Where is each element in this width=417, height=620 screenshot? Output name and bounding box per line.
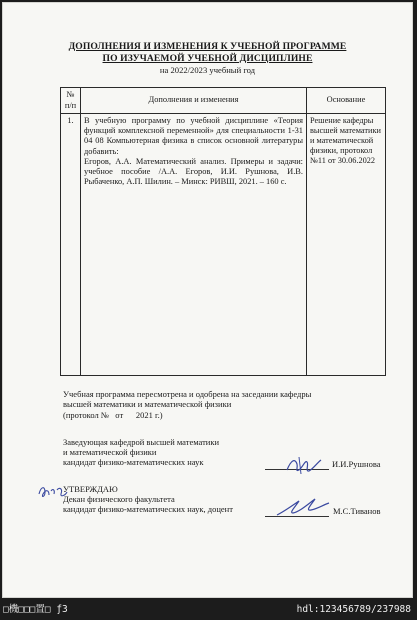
approval-block <box>63 484 233 515</box>
head-line-3: кандидат физико-математических наук <box>63 457 204 468</box>
dean-name: М.С.Тиванов <box>333 506 381 516</box>
handwritten-signature-head <box>283 454 323 476</box>
academic-year: на 2022/2023 учебный год <box>159 65 256 75</box>
title-line-1: ДОПОЛНЕНИЯ И ИЗМЕНЕНИЯ К УЧЕБНОЙ ПРОГРАММЕ <box>68 41 347 52</box>
row-num: 1. <box>61 114 81 376</box>
approve-label: УТВЕРЖДАЮ <box>63 484 118 494</box>
signature-line-dean <box>265 516 329 517</box>
header-basis: Основание <box>307 88 386 114</box>
head-line-1: Заведующая кафедрой высшей математики <box>63 437 220 447</box>
viewer-status-bar <box>0 600 417 620</box>
table-header-row <box>61 88 386 114</box>
header-num: № п/п <box>61 88 81 114</box>
changes-table <box>60 87 386 376</box>
document-title <box>3 41 412 64</box>
review-line-1: Учебная программа пересмотрена и одобрена на заседании кафедры <box>63 389 312 399</box>
header-changes: Дополнения и изменения <box>81 88 307 114</box>
dean-line-1: Декан физического факультета <box>63 494 175 505</box>
table-row <box>61 114 386 376</box>
head-name: И.И.Рушнова <box>332 459 381 469</box>
row-basis: Решение кафедры высшей математики и математической физики, протокол №11 от 30.06.2022 <box>307 114 386 376</box>
change-paragraph-1: В учебную программу по учебной дисциплине «Теория функций комплексной переменной» для специальности 1-31 04 08 Компьютерная физика в список основной литературы добавить: <box>84 116 303 156</box>
handle-identifier: hdl:123456789/237988 <box>296 604 411 615</box>
head-of-department <box>63 437 219 468</box>
review-line-3: (протокол № от 2021 г.) <box>63 409 163 420</box>
head-line-2: и математической физики <box>63 447 157 458</box>
document-page <box>2 2 413 598</box>
status-left-text: □機□□□置□ ƒ3 <box>3 604 68 615</box>
title-line-2: ПО ИЗУЧАЕМОЙ УЧЕБНОЙ ДИСЦИПЛИНЕ <box>102 52 313 64</box>
handwritten-date-mark <box>37 482 69 502</box>
row-change <box>81 114 307 376</box>
change-paragraph-2: Егоров, А.А. Математический анализ. Примеры и задачи: учебное пособие /А.А. Егоров, И.И. Рушнова, И.В. Рыбаченко, А.П. Шилин. – Минск: РИВШ, 2021. – 160 с. <box>84 156 303 187</box>
review-note <box>63 389 311 420</box>
review-line-2: высшей математики и математической физики <box>63 399 232 410</box>
dean-line-2: кандидат физико-математических наук, доцент <box>63 504 233 515</box>
